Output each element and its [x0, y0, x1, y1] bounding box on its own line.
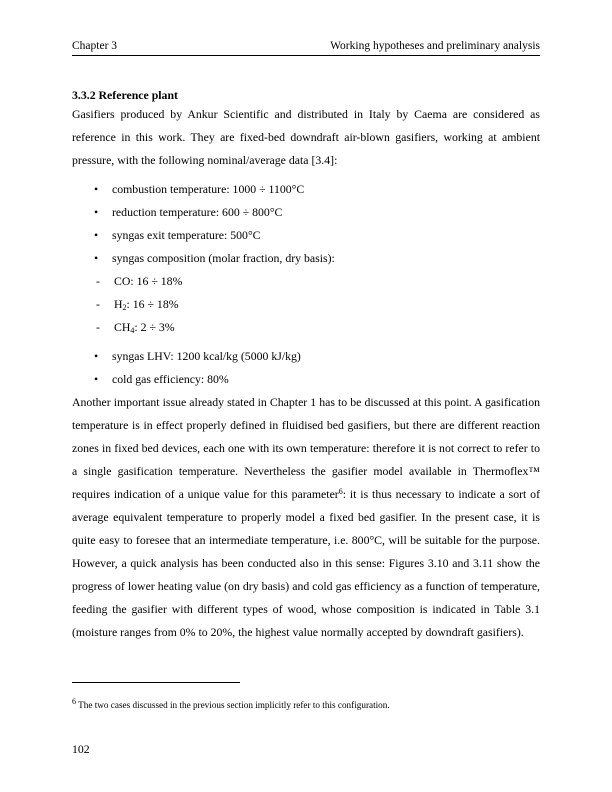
footnote-marker: 6	[72, 697, 76, 706]
list-item: • combustion temperature: 1000 ÷ 1100°C	[72, 178, 540, 201]
ch4-formula: CH	[114, 320, 131, 334]
discussion-text-continued: : it is thus necessary to indicate a sort of average equivalent temperature to properly model a fixed bed gasifier. In the present case, it is quite easy to foresee that an intermediate temperature, i.e. 800°C, will be suitable for the purpose. However, a quick analysis has been conducted also in this sense: Figures 3.10 and 3.11 show the progress of lower heating value (on dry basis) and cold gas efficiency as a function of temperature, feeding the gasifier with different types of wood, whose composition is indicated in Table 3.1 (moisture ranges from 0% to 20%, the highest value normally accepted by downdraft gasifiers).	[72, 487, 540, 639]
specs-list	[72, 178, 540, 270]
list-item: - CO: 16 ÷ 18%	[72, 270, 540, 293]
h2-formula: H	[114, 297, 123, 311]
list-item	[72, 293, 540, 316]
header-title: Working hypotheses and preliminary analysis	[330, 40, 540, 52]
page-header	[72, 36, 540, 56]
ch4-subscript: 4	[130, 326, 135, 335]
section-heading: 3.3.2 Reference plant	[72, 88, 178, 102]
footnote-reference: 6	[338, 487, 343, 496]
page-number: 102	[72, 742, 90, 756]
specs-list-continued	[72, 345, 540, 391]
discussion-paragraph	[72, 391, 540, 644]
intro-paragraph: Gasifiers produced by Ankur Scientific and distributed in Italy by Caema are considered as reference in this work. They are fixed-bed downdraft air-blown gasifiers, working at ambient pressure, with the following nominal/average data [3.4]:	[72, 107, 540, 167]
list-item	[72, 316, 540, 339]
composition-sublist	[72, 270, 540, 339]
h2-subscript: 2	[122, 303, 127, 312]
list-item: • syngas composition (molar fraction, dry basis):	[72, 247, 540, 270]
footnote-text: The two cases discussed in the previous section implicitly refer to this configuration.	[76, 700, 390, 710]
list-item: • reduction temperature: 600 ÷ 800°C	[72, 201, 540, 224]
list-item: • syngas LHV: 1200 kcal/kg (5000 kJ/kg)	[72, 345, 540, 368]
footnote-separator	[72, 682, 240, 683]
header-chapter: Chapter 3	[72, 40, 118, 52]
list-item: • syngas exit temperature: 500°C	[72, 224, 540, 247]
discussion-text: Another important issue already stated in Chapter 1 has to be discussed at this point. A gasification temperature is in effect properly defined in fluidised bed gasifiers, but there are different reaction zones in fixed bed devices, each one with its own temperature: therefore it is not correct to refer to a single gasification temperature. Nevertheless the gasifier model available in Thermoflex™ requires indication of a unique value for this parameter	[72, 395, 540, 501]
footnote	[72, 696, 540, 713]
h2-range: : 16 ÷ 18%	[126, 297, 179, 311]
list-item: • cold gas efficiency: 80%	[72, 368, 540, 391]
ch4-range: : 2 ÷ 3%	[134, 320, 175, 334]
